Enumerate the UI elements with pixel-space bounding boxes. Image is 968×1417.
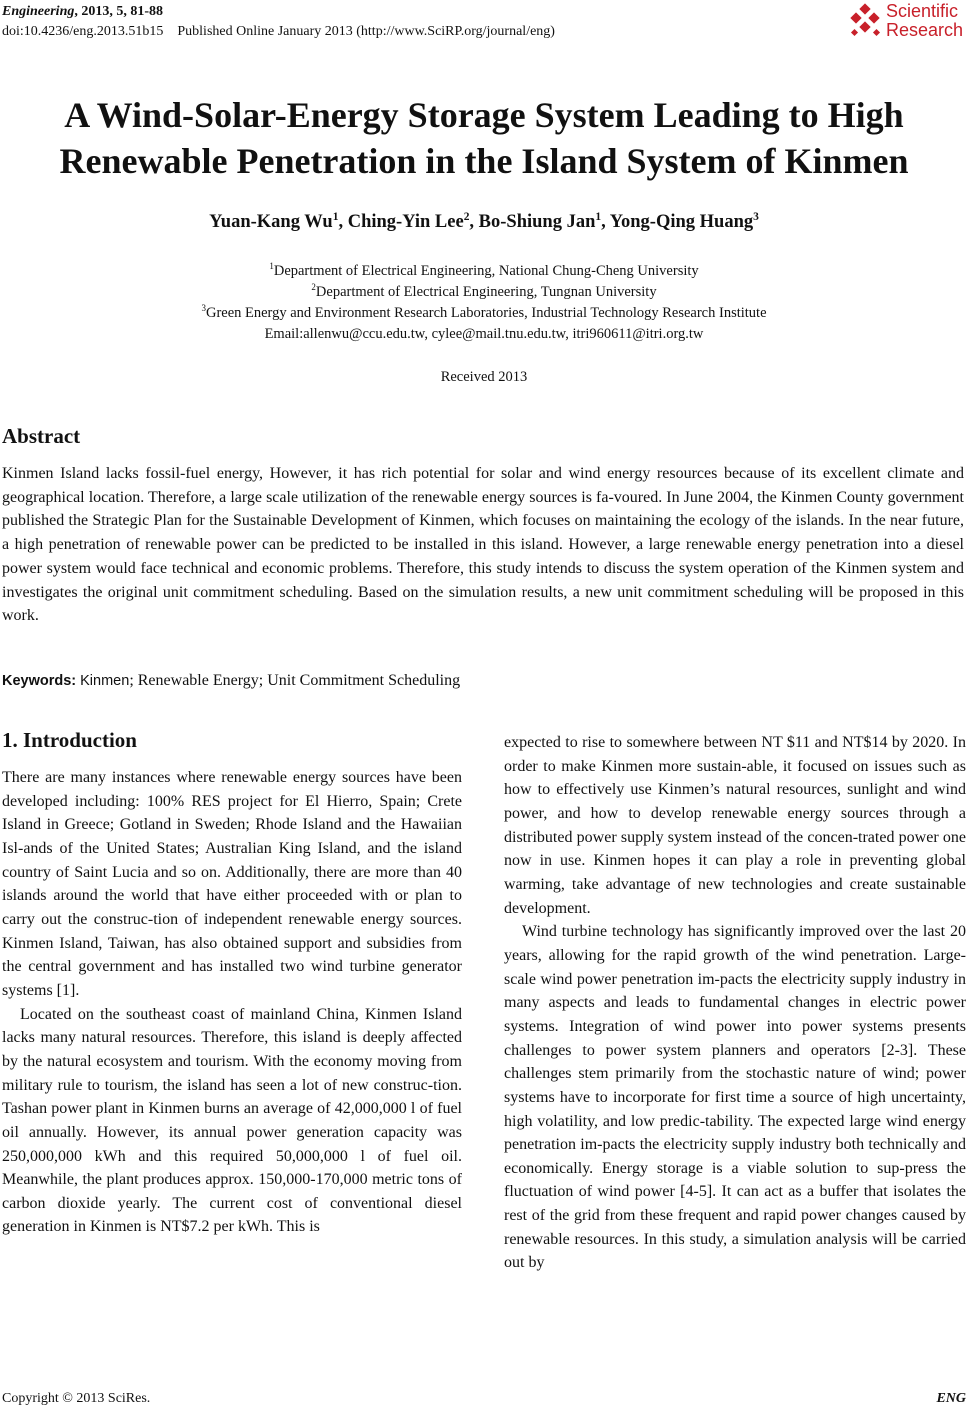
affiliation-text: Department of Electrical Engineering, Tungnan University [315,284,657,300]
affiliation-text: Green Energy and Environment Research Laboratories, Industrial Technology Research Institute [205,305,767,321]
logo-line-1: Scientific [886,1,959,21]
author-name: Bo-Shiung Jan [478,212,596,232]
logo-line-2: Research [886,20,964,40]
copyright-footer: Copyright © 2013 SciRes. [2,1391,151,1406]
section-heading-introduction: 1. Introduction [2,728,137,752]
received-date: Received 2013 [440,369,528,385]
affiliation-mark: 2 [311,282,316,293]
journal-abbrev-footer: ENG [936,1391,966,1406]
right-column [504,731,966,1275]
author-name: Ching-Yin Lee [347,212,464,232]
title-line-1: A Wind-Solar-Energy Storage System Leading to High [64,95,904,135]
abstract-heading: Abstract [2,424,81,448]
left-column [2,766,462,1239]
keywords-label: Keywords: [2,673,77,689]
author-affil-mark: 1 [332,210,339,223]
scientific-research-logo [848,2,966,42]
paragraph: expected to rise to somewhere between NT $11 and NT$14 by 2020. In order to make Kinmen more sustain-able, it focused on issues such as how to effectively use Kinmen’s natural resources, sunlight and wind power, and how to develop renewable energy sources through a distributed power supply system instead of the concen-trated power one now in use. Kinmen hopes it can play a role in preventing global warming, take advantage of new technologies and create sustainable development. [504,734,966,917]
journal-header [2,2,163,21]
paragraph: Located on the southeast coast of mainland China, Kinmen Island lacks many natural resources. Therefore, this island is deeply affected by the natural ecosystem and tourism. With the economy moving from military rule to tourism, the island has seen a lot of new construc-tion. Tashan power plant in Kinmen burns an average of 42,000,000 l of fuel oil annually. However, its annual power generation capacity was 250,000,000 kWh and this required 50,000,000 l of fuel oil. Meanwhile, the plant produces approx. 150,000-170,000 metric tons of carbon dioxide yearly. The current cost of conventional diesel generation in Kinmen is NT$7.2 per kWh. This is [2,1005,462,1236]
author-separator: , [469,212,479,232]
keywords [2,672,460,690]
author-list [0,212,968,233]
author-affil-mark: 3 [753,210,759,223]
author-affil-mark: 1 [595,210,602,223]
publisher-logo-icon [848,2,884,42]
author-name: Yuan-Kang Wu [209,212,333,232]
journal-volume: , 2013, 5, 81-88 [74,4,164,19]
affiliation-mark: 1 [269,261,274,272]
author-separator: , [601,212,610,232]
author-separator: , [338,212,348,232]
affiliation-text: Department of Electrical Engineering, National Chung-Cheng University [273,263,699,279]
doi-line: doi:10.4236/eng.2013.51b15 Published Online January 2013 (http://www.SciRP.org/journal/eng) [2,24,555,39]
journal-name: Engineering [2,4,75,19]
paragraph: Wind turbine technology has significantly improved over the last 20 years, allowing for the rapid growth of the wind penetration. Large-scale wind power penetration im-pacts the electricity supply industry in many aspects and leads to fundamental changes in electric power systems. Integration of wind power into power systems presents challenges to power system planners and operators [2-3]. These challenges stem primarily from the stochastic nature of wind; power systems have to incorporate for first time a source of high uncertainty, high volatility, and low predic-tability. The expected large wind energy penetration im-pacts the electricity supply industry both technically and economically. Energy storage is a viable solution to sup-press the fluctuation of wind power [4-5]. It can act as a buffer that isolates the rest of the grid from these frequent and rapid power changes caused by renewable resources. In this study, a simulation analysis will be carried out by [504,923,966,1272]
logo-wordmark [886,2,963,40]
author-emails: Email:allenwu@ccu.edu.tw, cylee@mail.tnu.edu.tw, itri960611@itri.org.tw [264,326,704,342]
author-affil-mark: 2 [463,210,470,223]
paper-title [0,92,968,184]
affiliation [0,282,968,302]
affiliation [0,303,968,323]
title-line-2: Renewable Penetration in the Island System of Kinmen [59,141,909,181]
keywords-rest: ; Renewable Energy; Unit Commitment Scheduling [129,672,461,689]
affiliation-mark: 3 [201,303,206,314]
paragraph: There are many instances where renewable energy sources have been developed including: 100% RES project for El Hierro, Spain; Crete Island in Greece; Gotland in Sweden; Rhode Island and the Hawaiian Isl-ands of the United States; Australian King Island, and the island country of Saint Lucia and so on. Additionally, there are more than 40 islands around the world that have either proceeded with or plan to carry out the construc-tion of independent renewable energy sources. Kinmen Island, Taiwan, has also obtained support and subsidies from the central government and has installed two wind turbine generator systems [1]. [2,769,462,999]
abstract-text: Kinmen Island lacks fossil-fuel energy, However, it has rich potential for solar and wind energy resources because of its excellent climate and geographical location. Therefore, a large scale utilization of the renewable energy sources is fa-voured. In June 2004, the Kinmen County government published the Strategic Plan for the Sustainable Development of Kinmen, which focuses on maintaining the ecology of the islands. In the near future, a high penetration of renewable power can be predicted to be installed in this island. However, a large renewable energy penetration into a diesel power system would face technical and economic problems. Therefore, this study intends to discuss the system operation of the Kinmen system and investigates the original unit commitment scheduling. Based on the simulation results, a new unit commitment scheduling will be proposed in this work. [2,465,964,625]
author-name: Yong-Qing Huang [609,212,754,232]
keyword-first: Kinmen [80,673,130,689]
affiliation [0,261,968,281]
